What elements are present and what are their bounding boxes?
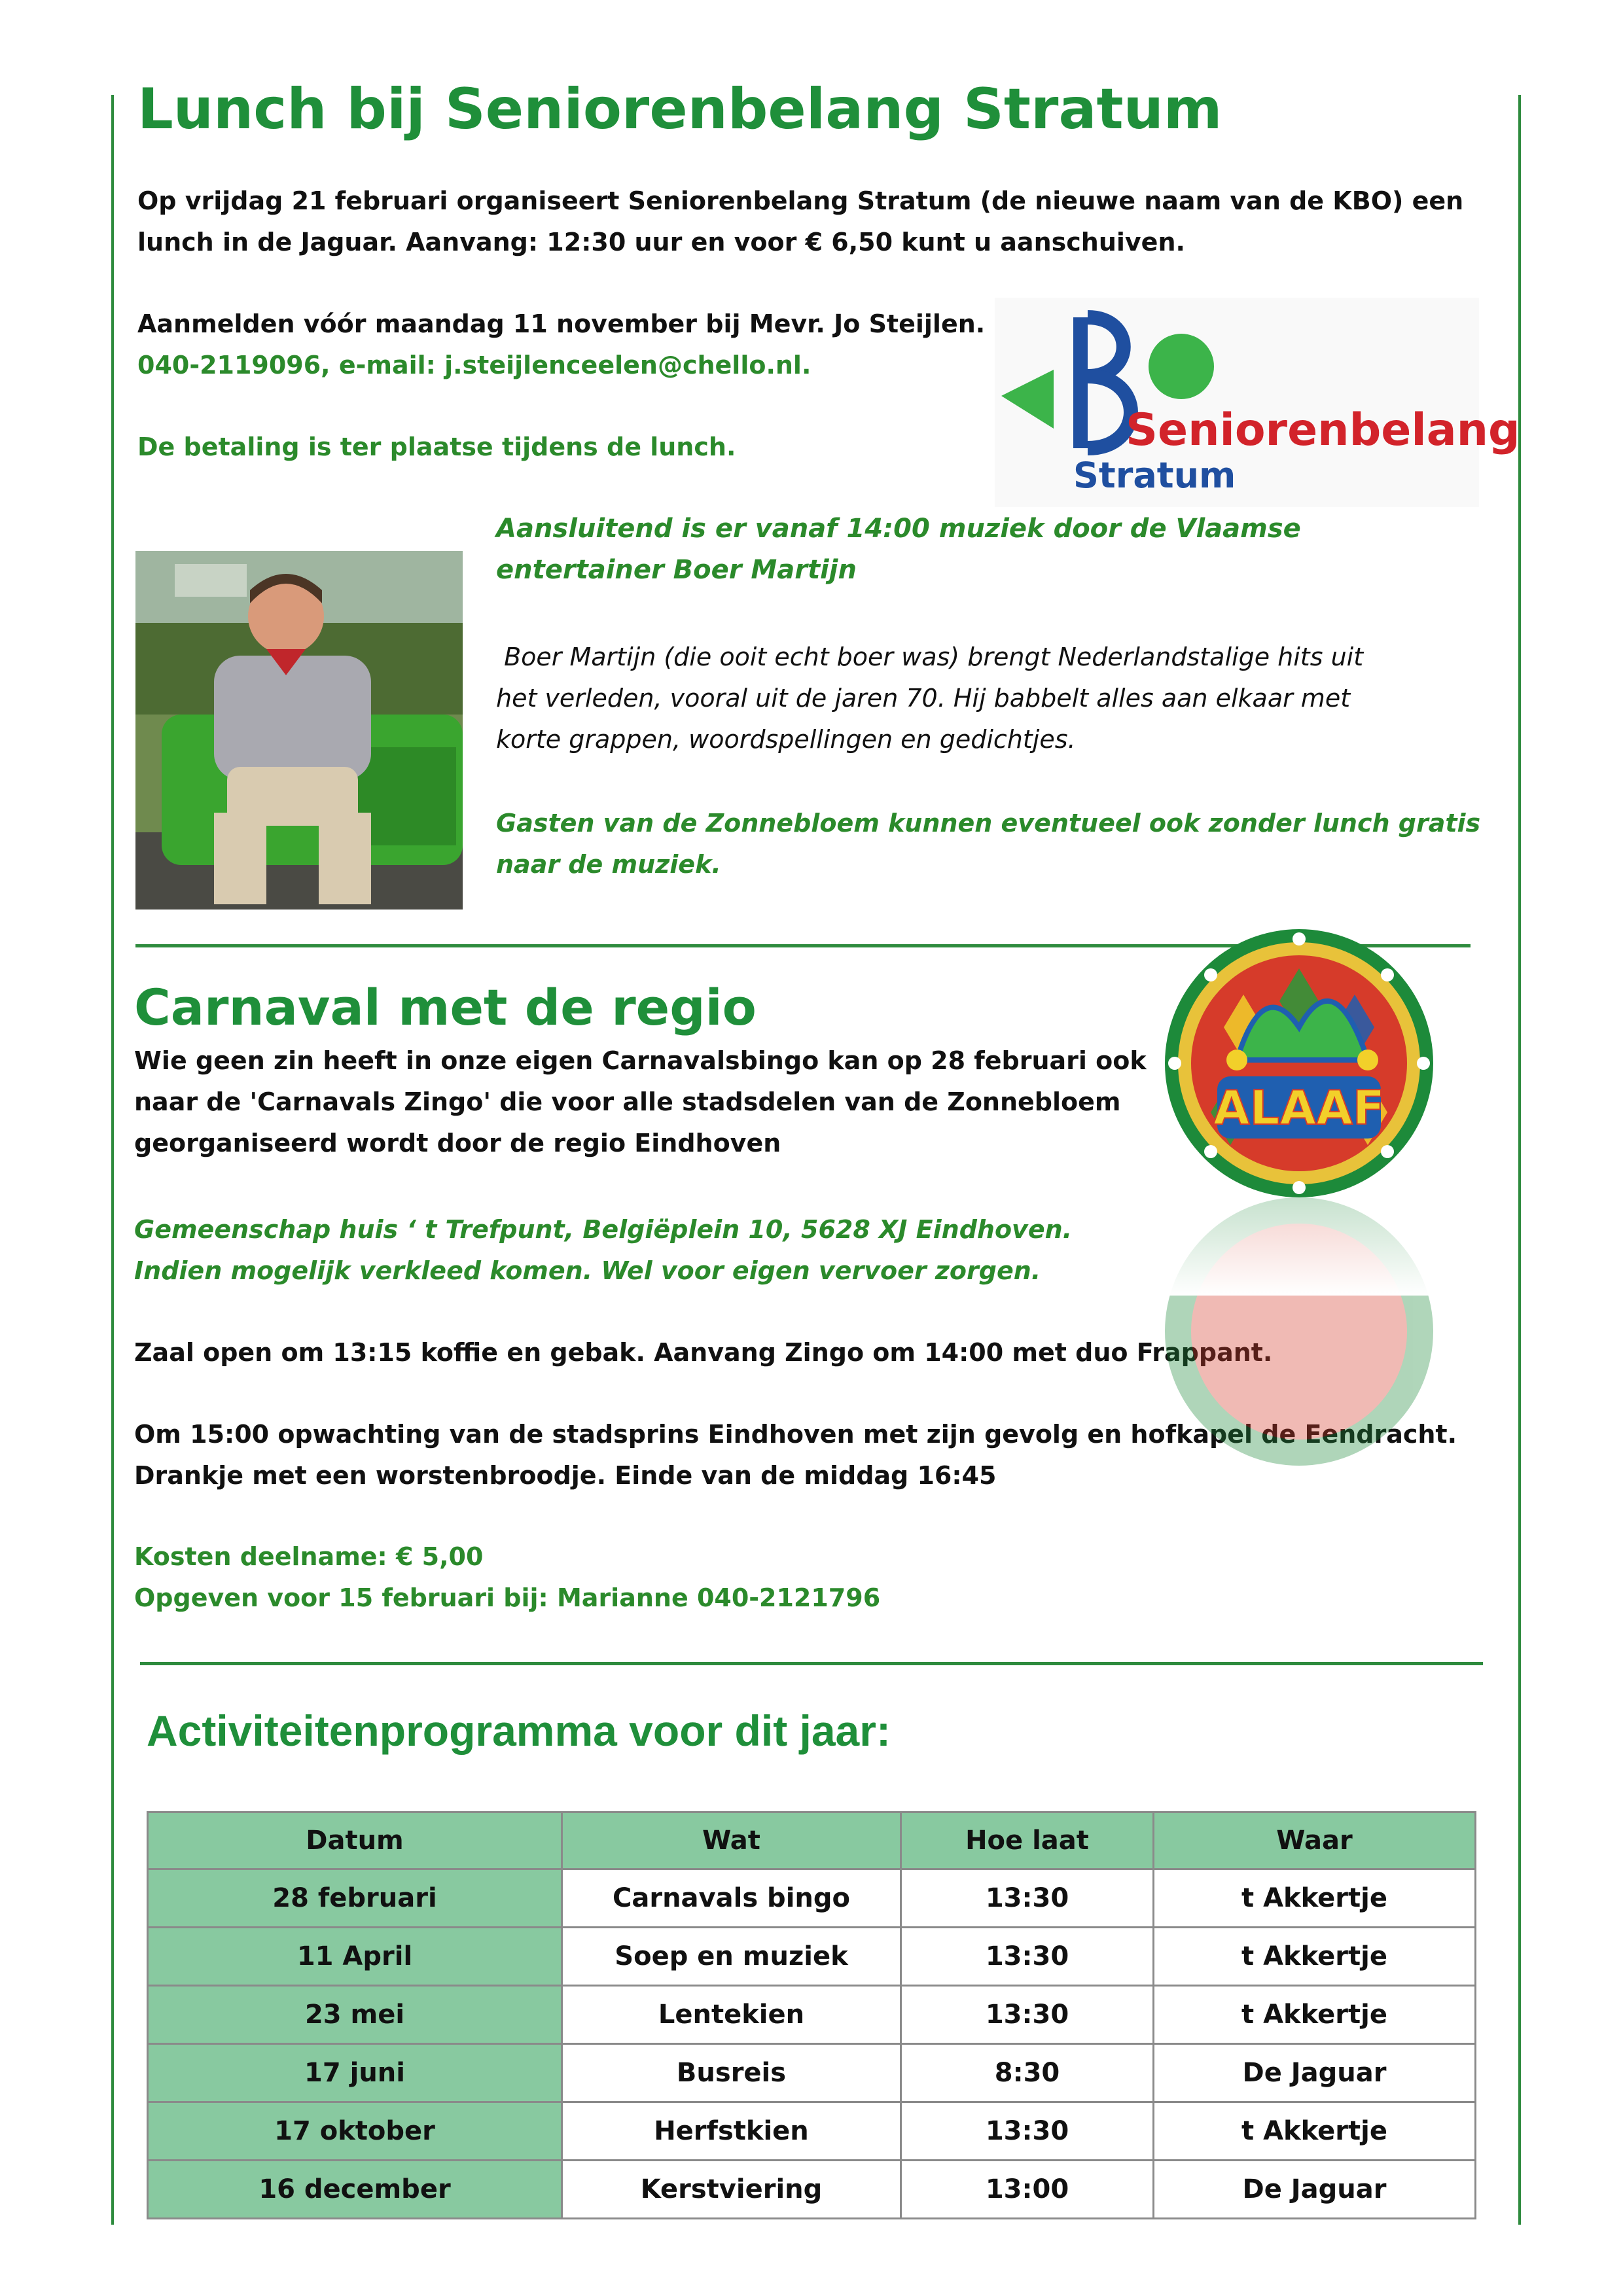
- left-border: [111, 95, 114, 2225]
- desc-line3: korte grappen, woordspellingen en gedichtjes.: [496, 725, 1076, 754]
- guests-line1: Gasten van de Zonnebloem kunnen eventueel ook zonder lunch gratis: [496, 809, 1481, 838]
- header-wat: Wat: [562, 1812, 901, 1869]
- program-header-row: [148, 1812, 1476, 1869]
- program-title: Activiteitenprogramma voor dit jaar:: [147, 1706, 891, 1755]
- row-datum: 28 februari: [148, 1869, 562, 1928]
- logo-bar: [1073, 317, 1088, 448]
- row-hoe-laat: 13:30: [901, 1986, 1154, 2044]
- table-row: [148, 2102, 1476, 2161]
- row-datum: 23 mei: [148, 1986, 562, 2044]
- row-datum: 16 december: [148, 2161, 562, 2219]
- table-row: [148, 2044, 1476, 2102]
- badge-text: ALAAF: [1213, 1080, 1385, 1135]
- music-line2: entertainer Boer Martijn: [496, 555, 857, 585]
- row-wat: Carnavals bingo: [562, 1869, 901, 1928]
- row-datum: 11 April: [148, 1928, 562, 1986]
- header-hoe-laat: Hoe laat: [901, 1812, 1154, 1869]
- lunch-title: Lunch bij Seniorenbelang Stratum: [137, 77, 1222, 142]
- music-line1: Aansluitend is er vanaf 14:00 muziek door de Vlaamse: [496, 514, 1301, 544]
- row-waar: t Akkertje: [1154, 1986, 1476, 2044]
- table-row: [148, 1869, 1476, 1928]
- row-waar: t Akkertje: [1154, 2102, 1476, 2161]
- lunch-intro-line1: Op vrijdag 21 februari organiseert Seniorenbelang Stratum (de nieuwe naam van de KBO) een: [137, 186, 1464, 215]
- row-hoe-laat: 13:30: [901, 1928, 1154, 1986]
- carnaval-intro-line3: georganiseerd wordt door de regio Eindhoven: [134, 1129, 781, 1157]
- table-row: [148, 2161, 1476, 2219]
- payment-text: De betaling is ter plaatse tijdens de lunch.: [137, 433, 736, 461]
- logo-circle: [1149, 334, 1214, 399]
- location-line1: Gemeenschap huis ‘ t Trefpunt, Belgiëplein 10, 5628 XJ Eindhoven.: [134, 1215, 1073, 1244]
- guests-line2: naar de muziek.: [496, 850, 721, 879]
- seniorenbelang-logo: [995, 298, 1520, 507]
- carnaval-open: Zaal open om 13:15 koffie en gebak. Aanvang Zingo om 14:00 met duo Frappant.: [134, 1338, 1273, 1367]
- row-wat: Kerstviering: [562, 2161, 901, 2219]
- music-announcement: [496, 508, 1301, 591]
- signup-text: Opgeven voor 15 februari bij: Marianne 040-2121796: [134, 1583, 881, 1612]
- row-hoe-laat: 8:30: [901, 2044, 1154, 2102]
- carnaval-title: Carnaval met de regio: [134, 978, 757, 1036]
- cost-text: Kosten deelname: € 5,00: [134, 1542, 484, 1571]
- prince-line1: Om 15:00 opwachting van de stadsprins Eindhoven met zijn gevolg en hofkapel de Eendracht.: [134, 1420, 1457, 1449]
- row-waar: De Jaguar: [1154, 2044, 1476, 2102]
- entertainer-description: [496, 637, 1363, 760]
- divider-2: [140, 1662, 1483, 1665]
- entertainer-photo: [135, 551, 463, 910]
- row-waar: t Akkertje: [1154, 1928, 1476, 1986]
- lunch-intro-line2: lunch in de Jaguar. Aanvang: 12:30 uur en voor € 6,50 kunt u aanschuiven.: [137, 228, 1185, 256]
- header-datum: Datum: [148, 1812, 562, 1869]
- location-line2: Indien mogelijk verkleed komen. Wel voor eigen vervoer zorgen.: [134, 1256, 1041, 1285]
- program-table: [147, 1811, 1476, 2219]
- row-hoe-laat: 13:30: [901, 1869, 1154, 1928]
- carnaval-intro-line2: naar de 'Carnavals Zingo' die voor alle stadsdelen van de Zonnebloem: [134, 1087, 1121, 1116]
- row-datum: 17 juni: [148, 2044, 562, 2102]
- desc-line1: Boer Martijn (die ooit echt boer was) brengt Nederlandstalige hits uit: [496, 643, 1364, 671]
- row-wat: Lentekien: [562, 1986, 901, 2044]
- row-waar: t Akkertje: [1154, 1869, 1476, 1928]
- row-waar: De Jaguar: [1154, 2161, 1476, 2219]
- lunch-intro: [137, 181, 1463, 263]
- carnaval-location: [134, 1209, 1072, 1292]
- table-row: [148, 1928, 1476, 1986]
- alaaf-badge: [1165, 929, 1446, 1296]
- logo-sub: Stratum: [1073, 455, 1236, 496]
- prince-line2: Drankje met een worstenbroodje. Einde van de middag 16:45: [134, 1461, 997, 1490]
- row-hoe-laat: 13:30: [901, 2102, 1154, 2161]
- row-datum: 17 oktober: [148, 2102, 562, 2161]
- row-hoe-laat: 13:00: [901, 2161, 1154, 2219]
- header-waar: Waar: [1154, 1812, 1476, 1869]
- row-wat: Soep en muziek: [562, 1928, 901, 1986]
- lunch-register: [137, 304, 985, 386]
- guests-note: [496, 803, 1480, 885]
- desc-line2: het verleden, vooral uit de jaren 70. Hij babbelt alles aan elkaar met: [496, 684, 1351, 713]
- row-wat: Herfstkien: [562, 2102, 901, 2161]
- logo-name: Seniorenbelang: [1126, 404, 1520, 456]
- carnaval-intro: [134, 1040, 1147, 1164]
- row-wat: Busreis: [562, 2044, 901, 2102]
- register-text: Aanmelden vóór maandag 11 november bij Mevr. Jo Steijlen.: [137, 309, 986, 338]
- carnaval-intro-line1: Wie geen zin heeft in onze eigen Carnavalsbingo kan op 28 februari ook: [134, 1046, 1147, 1075]
- table-row: [148, 1986, 1476, 2044]
- carnaval-cost: [134, 1536, 880, 1619]
- contact-text: 040-2119096, e-mail: j.steijlenceelen@chello.nl.: [137, 351, 812, 380]
